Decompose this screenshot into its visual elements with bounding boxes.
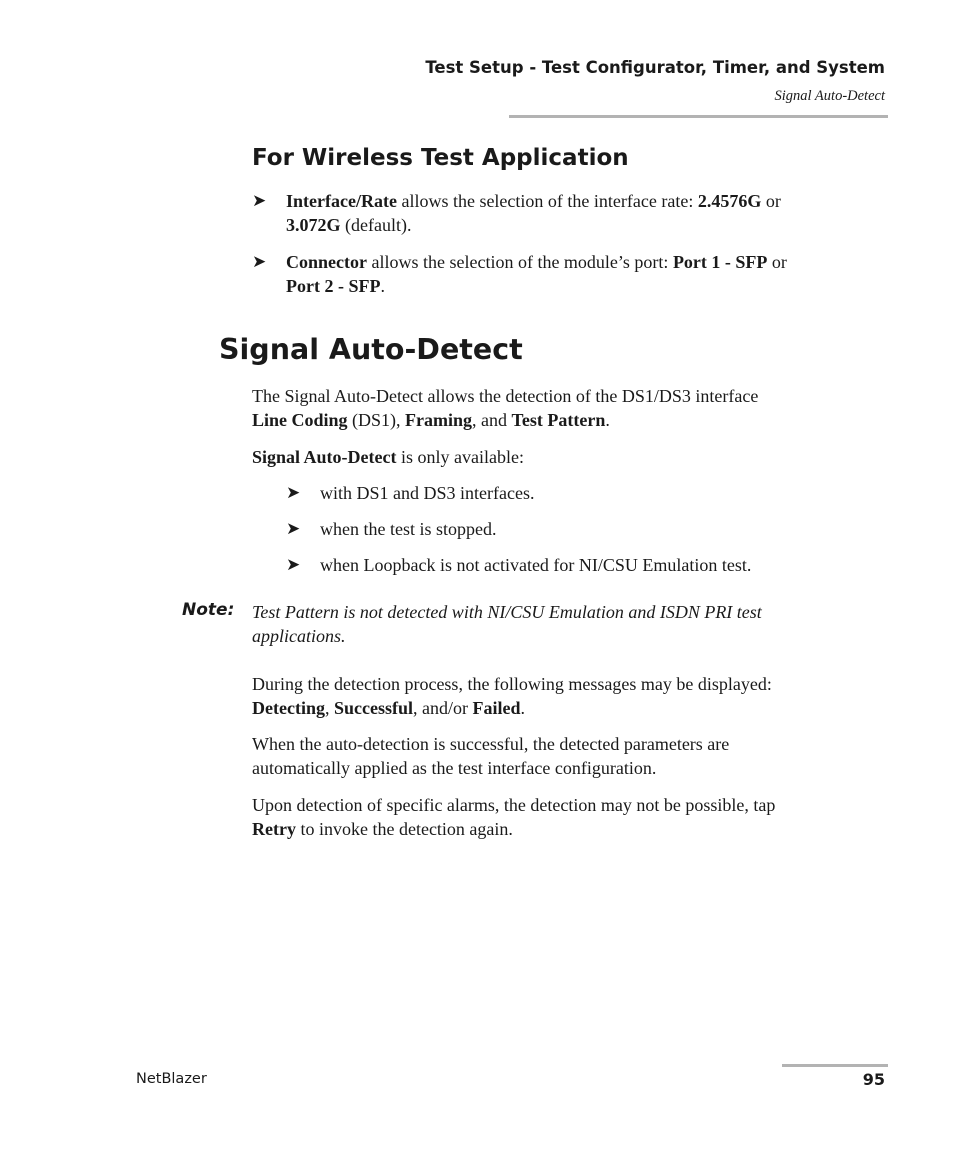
bold-run: Framing: [405, 410, 473, 430]
rich-text: [252, 672, 882, 720]
text-line: [252, 817, 882, 841]
product-name: NetBlazer: [136, 1071, 207, 1087]
page-number: 95: [862, 1070, 885, 1089]
bold-run: Port 1 - SFP: [672, 252, 768, 272]
bold-run: Signal Auto-Detect: [252, 447, 397, 467]
text-run: During the detection process, the following messages may be displayed:: [252, 674, 772, 694]
text-run: allows the selection of the interface rate:: [396, 191, 698, 211]
bold-run: Test Pattern: [511, 410, 606, 430]
text-line: [286, 213, 781, 237]
arrowhead-bullet-icon: ➤: [286, 483, 301, 502]
text-run: .: [605, 410, 610, 430]
bold-run: Line Coding: [252, 410, 348, 430]
text-line: [252, 732, 882, 756]
arrowhead-bullet-icon: ➤: [252, 191, 267, 210]
bold-run: 3.072G: [286, 215, 341, 235]
text-line: [286, 274, 787, 298]
condition-text: when Loopback is not activated for NI/CSU Emulation test.: [320, 555, 752, 575]
text-run: Upon detection of specific alarms, the detection may not be possible, tap: [252, 795, 776, 815]
note-label: Note:: [182, 600, 235, 620]
rich-text: [286, 189, 781, 237]
text-run: or: [761, 191, 781, 211]
arrowhead-bullet-icon: ➤: [252, 252, 267, 271]
text-run: .: [520, 698, 525, 718]
running-header-title: Test Setup - Test Configurator, Timer, and System: [425, 58, 885, 77]
note-line: applications.: [252, 626, 346, 646]
note-text: [252, 600, 862, 648]
rich-text: [252, 793, 882, 841]
text-line: [252, 696, 882, 720]
text-run: (default).: [340, 215, 412, 235]
text-line: [252, 756, 882, 780]
text-line: [252, 445, 882, 469]
text-line: [252, 672, 882, 696]
text-run: The Signal Auto-Detect allows the detection of the DS1/DS3 interface: [252, 386, 759, 406]
text-run: When the auto-detection is successful, the detected parameters are: [252, 734, 730, 754]
text-line: [252, 384, 882, 408]
running-header-subtitle: Signal Auto-Detect: [774, 88, 885, 104]
header-rule: [509, 115, 888, 118]
bold-run: 2.4576G: [697, 191, 762, 211]
section-heading: Signal Auto-Detect: [219, 333, 523, 366]
bold-run: Interface/Rate: [286, 191, 397, 211]
rich-text: [286, 250, 787, 298]
text-line: [252, 793, 882, 817]
condition-text: with DS1 and DS3 interfaces.: [320, 483, 535, 503]
condition-text: when the test is stopped.: [320, 519, 497, 539]
text-run: allows the selection of the module’s port:: [366, 252, 673, 272]
footer-rule: [782, 1064, 888, 1067]
text-run: .: [380, 276, 385, 296]
text-line: [286, 250, 787, 274]
text-run: , and/or: [412, 698, 473, 718]
text-run: is only available:: [396, 447, 524, 467]
text-line: [252, 408, 882, 432]
text-run: to invoke the detection again.: [295, 819, 513, 839]
text-run: automatically applied as the test interface configuration.: [252, 758, 657, 778]
arrowhead-bullet-icon: ➤: [286, 555, 301, 574]
wireless-heading: For Wireless Test Application: [252, 145, 629, 171]
text-run: ,: [324, 698, 334, 718]
bold-run: Failed: [472, 698, 521, 718]
rich-text: [252, 384, 882, 432]
bold-run: Port 2 - SFP: [286, 276, 381, 296]
bold-run: Successful: [333, 698, 413, 718]
bold-run: Connector: [286, 252, 367, 272]
rich-text: [252, 732, 882, 780]
text-line: [286, 189, 781, 213]
text-run: or: [767, 252, 787, 272]
rich-text: [252, 445, 882, 469]
bold-run: Retry: [252, 819, 296, 839]
bold-run: Detecting: [252, 698, 325, 718]
arrowhead-bullet-icon: ➤: [286, 519, 301, 538]
note-line: Test Pattern is not detected with NI/CSU Emulation and ISDN PRI test: [252, 602, 762, 622]
text-run: , and: [472, 410, 512, 430]
text-run: (DS1),: [347, 410, 406, 430]
